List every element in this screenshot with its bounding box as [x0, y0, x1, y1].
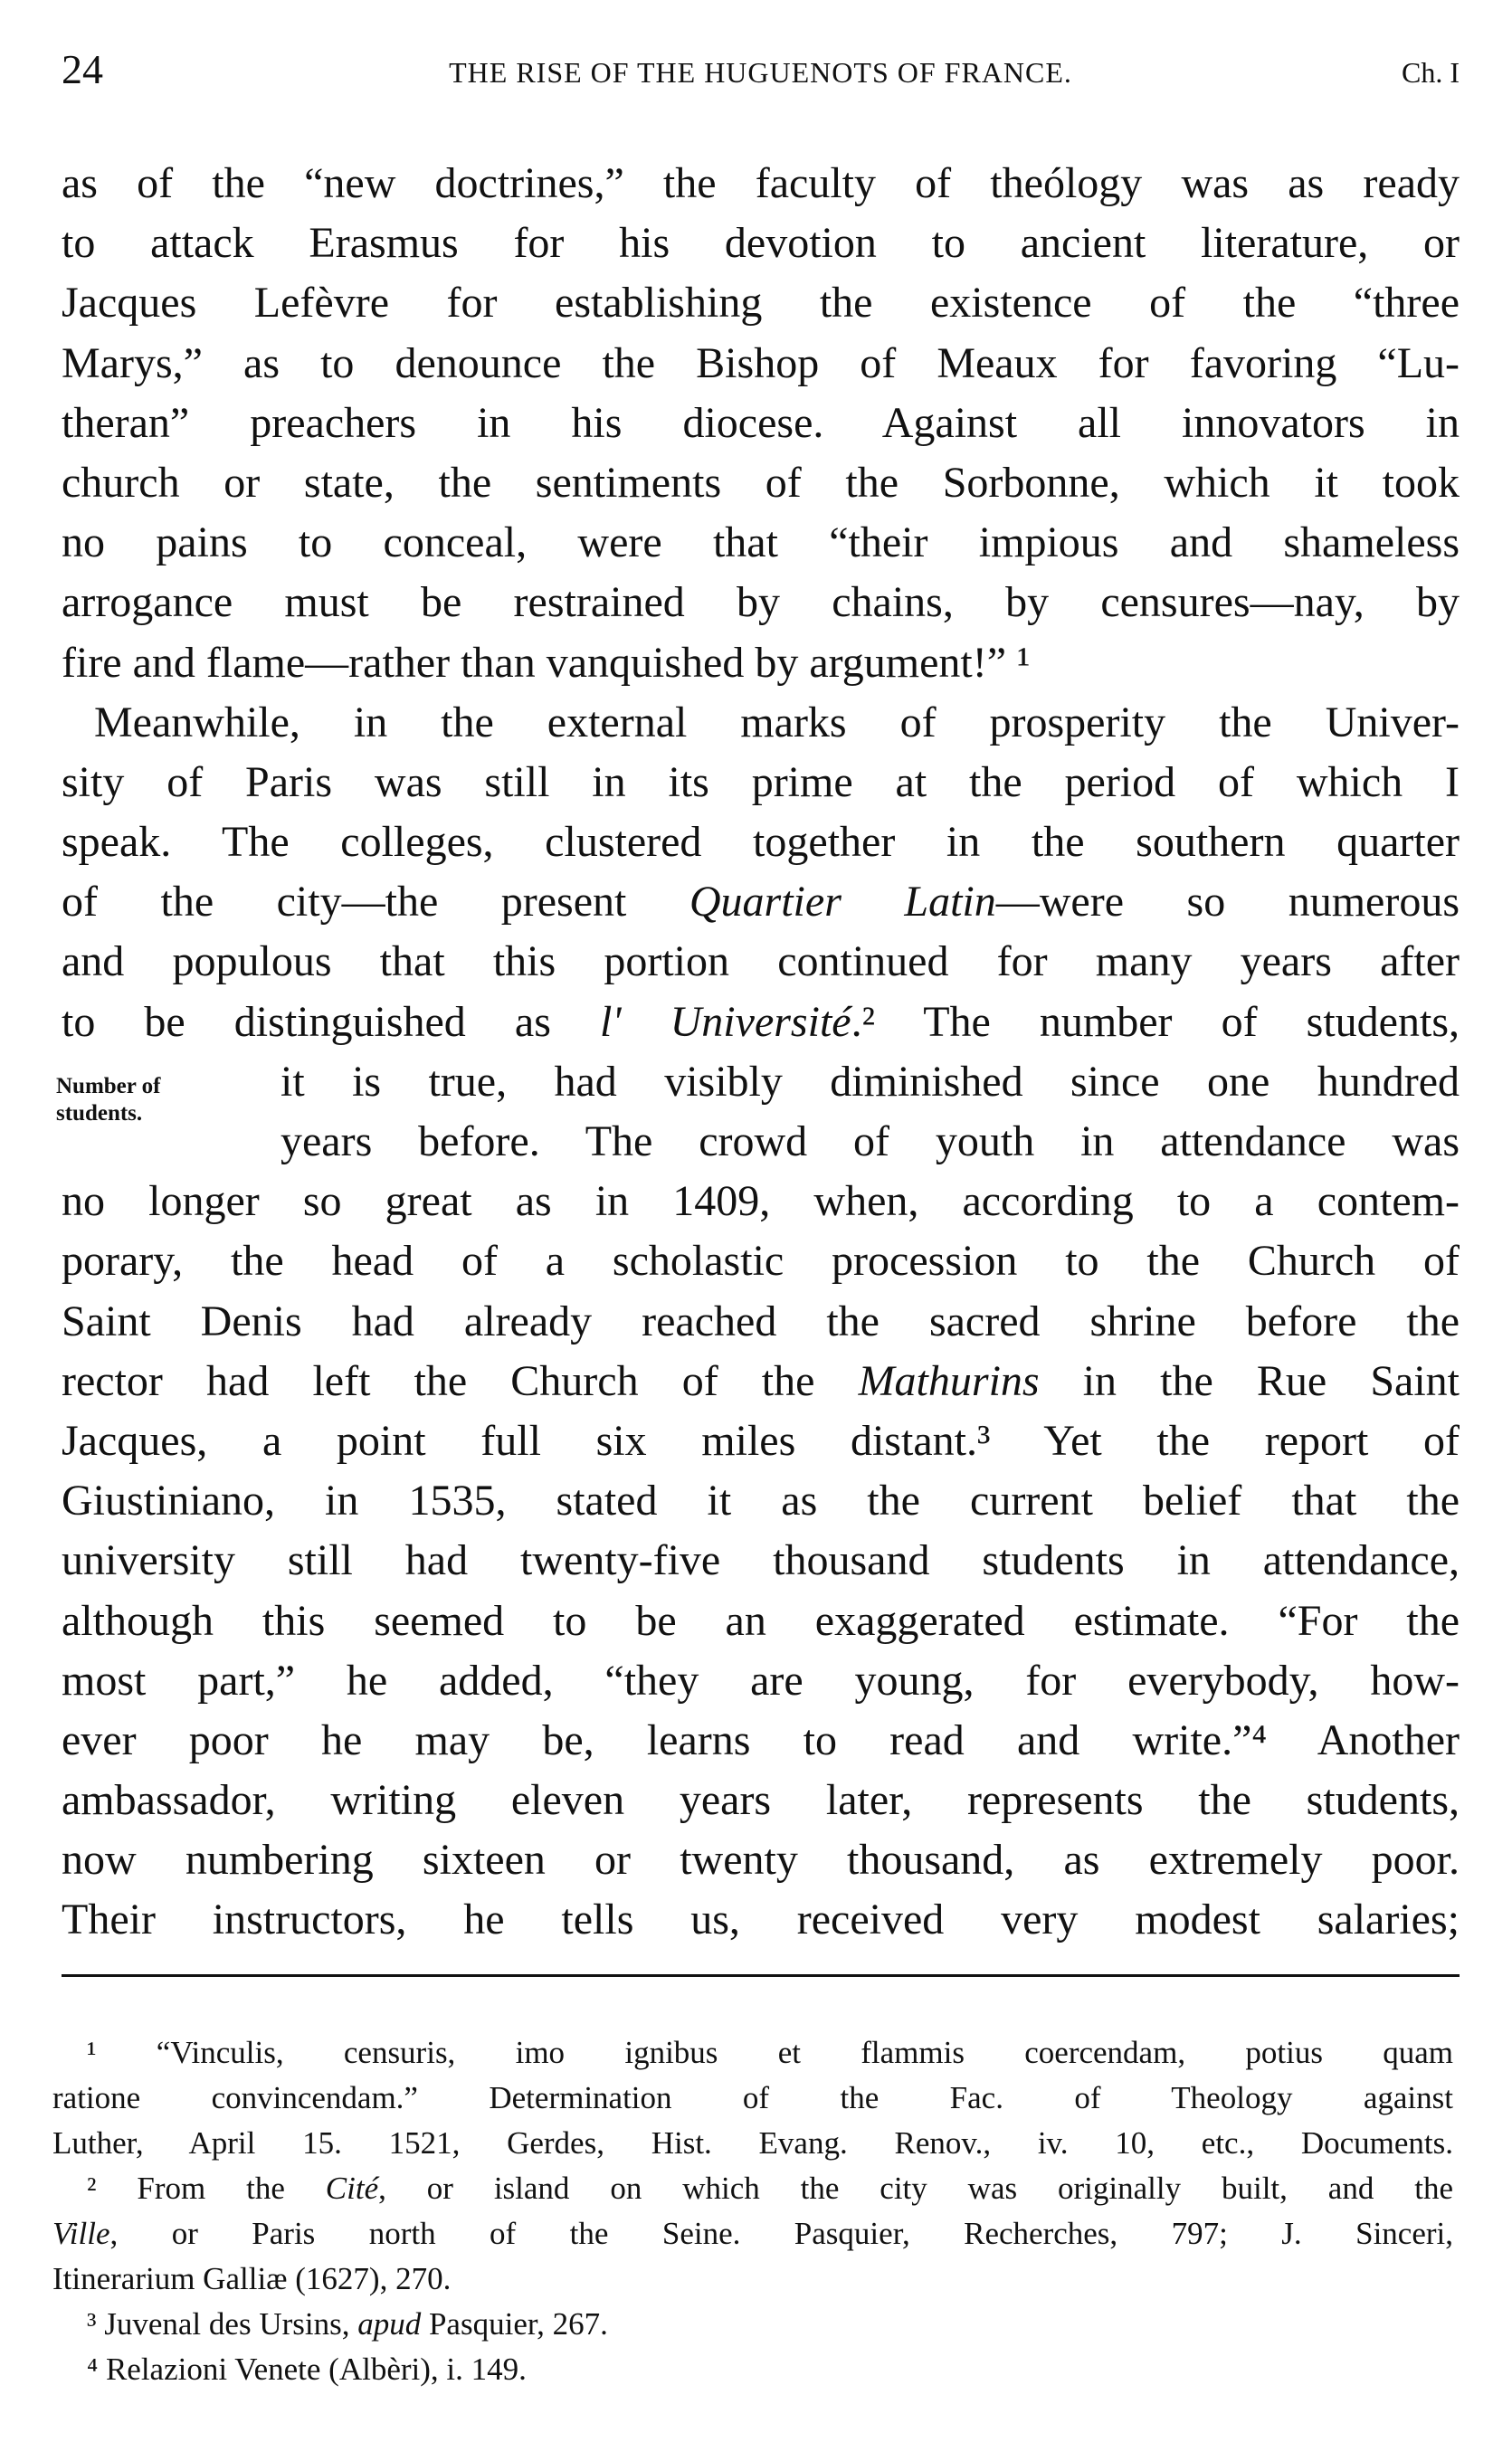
text-segment: ever poor he may be, learns to read and write.”⁴ Another	[62, 1715, 1460, 1764]
text-segment: Giustiniano, in 1535, stated it as the current belief that the	[62, 1477, 1460, 1525]
text-segment: most part,” he added, “they are young, for everybody, how-	[62, 1656, 1460, 1705]
text-segment: ³ Juvenal des Ursins,	[87, 2306, 358, 2342]
body-line	[62, 1352, 1460, 1411]
text-segment: Jacques, a point full six miles distant.³ Yet the report of	[62, 1416, 1460, 1465]
body-line	[62, 273, 1460, 333]
text-segment: now numbering sixteen or twenty thousand, as extremely poor.	[62, 1836, 1460, 1885]
italic-text: Ville	[52, 2216, 110, 2251]
text-segment: university still had twenty-five thousand students in attendance,	[62, 1536, 1460, 1585]
footnote-line	[52, 2302, 1453, 2347]
text-segment: and populous that this portion continued for many years after	[62, 937, 1460, 986]
text-segment: although this seemed to be an exaggerated estimate. “For the	[62, 1596, 1460, 1645]
footnote-line	[52, 2257, 1453, 2302]
body-line	[62, 334, 1460, 394]
body-line	[62, 633, 1460, 693]
text-segment: to be distinguished as	[62, 997, 600, 1046]
text-segment: ⁴ Relazioni Venete (Albèri), i. 149.	[87, 2352, 527, 2387]
footnote-rule	[62, 1974, 1460, 1977]
text-segment: arrogance must be restrained by chains, by censures—nay, by	[62, 578, 1460, 627]
body-line	[62, 214, 1460, 273]
body-line	[62, 1651, 1460, 1711]
text-segment: it is true, had visibly diminished since one hundred	[281, 1057, 1460, 1106]
text-segment: Marys,” as to denounce the Bishop of Meaux for favoring “Lu-	[62, 338, 1460, 387]
page-number: 24	[62, 46, 103, 92]
text-segment: ratione convincendam.” Determination of the Fac. of Theology against	[52, 2080, 1453, 2115]
text-segment: fire and flame—rather than vanquished by argument!” ¹	[62, 638, 1031, 687]
text-segment: to attack Erasmus for his devotion to ancient literature, or	[62, 219, 1460, 268]
body-line	[62, 1231, 1460, 1291]
body-line	[62, 453, 1460, 513]
italic-text: Cité	[325, 2171, 379, 2206]
text-segment: , or Paris north of the Seine. Pasquier, Recherches, 797; J. Sinceri,	[109, 2216, 1453, 2251]
footnote-line	[52, 2121, 1453, 2166]
footnote-line	[52, 2166, 1453, 2211]
body-line	[62, 1172, 1460, 1231]
text-segment: no pains to conceal, were that “their impious and shameless	[62, 518, 1460, 567]
footnote-line	[52, 2030, 1453, 2076]
text-segment: ¹ “Vinculis, censuris, imo ignibus et flammis coercendam, potius quam	[87, 2035, 1453, 2070]
running-title: THE RISE OF THE HUGUENOTS OF FRANCE.	[449, 56, 1072, 89]
body-line	[62, 1052, 1460, 1112]
italic-text: Quartier Latin	[689, 878, 996, 926]
text-segment: Meanwhile, in the external marks of prosperity the Univer-	[94, 698, 1460, 746]
margin-note-line: Number of	[56, 1074, 161, 1098]
body-line	[62, 812, 1460, 872]
body-line	[62, 753, 1460, 812]
text-segment: as of the “new doctrines,” the faculty of theólogy was as ready	[62, 159, 1460, 207]
footnote-line	[52, 2076, 1453, 2121]
text-segment: .² The number of students,	[851, 997, 1460, 1046]
body-line	[62, 1890, 1460, 1950]
text-segment: speak. The colleges, clustered together in the southern quarter	[62, 818, 1460, 867]
text-segment: sity of Paris was still in its prime at the period of which I	[62, 757, 1460, 806]
body-line	[62, 1711, 1460, 1771]
text-segment: no longer so great as in 1409, when, according to a contem-	[62, 1177, 1460, 1226]
text-segment: of the city—the present	[62, 878, 689, 926]
body-line	[62, 1592, 1460, 1651]
body-line	[62, 1411, 1460, 1471]
body-line	[62, 1830, 1460, 1890]
body-line	[62, 693, 1460, 753]
text-segment: Saint Denis had already reached the sacred shrine before the	[62, 1297, 1460, 1345]
footnote-line	[52, 2211, 1453, 2257]
italic-text: apud	[357, 2306, 422, 2342]
body-line	[62, 872, 1460, 932]
text-segment: —were so numerous	[995, 878, 1460, 926]
body-line	[62, 1292, 1460, 1352]
body-line	[62, 932, 1460, 992]
text-segment: ambassador, writing eleven years later, represents the students,	[62, 1776, 1460, 1825]
body-line	[62, 1471, 1460, 1531]
text-segment: in the Rue Saint	[1039, 1356, 1460, 1405]
text-segment: ² From the	[87, 2171, 326, 2206]
body-line	[62, 154, 1460, 214]
text-segment: , or island on which the city was originally built, and the	[378, 2171, 1453, 2206]
text-segment: rector had left the Church of the	[62, 1356, 859, 1405]
body-line	[62, 513, 1460, 573]
body-line	[62, 394, 1460, 453]
text-segment: Itinerarium Galliæ (1627), 270.	[52, 2261, 452, 2296]
running-header	[62, 46, 1460, 98]
footnote-line	[52, 2347, 1453, 2392]
text-segment: Their instructors, he tells us, received very modest salaries;	[62, 1896, 1460, 1944]
italic-text: l' Université	[599, 997, 851, 1046]
text-segment: years before. The crowd of youth in attendance was	[281, 1117, 1460, 1165]
text-segment: Jacques Lefèvre for establishing the existence of the “three	[62, 279, 1460, 328]
italic-text: Mathurins	[858, 1356, 1040, 1405]
body-line	[62, 993, 1460, 1052]
text-segment: Pasquier, 267.	[421, 2306, 608, 2342]
body-line	[62, 573, 1460, 632]
text-segment: theran” preachers in his diocese. Against all innovators in	[62, 398, 1460, 447]
text-segment: Luther, April 15. 1521, Gerdes, Hist. Evang. Renov., iv. 10, etc., Documents.	[52, 2125, 1453, 2161]
chapter-label: Ch. I	[1402, 56, 1460, 89]
margin-note-line: students.	[56, 1101, 143, 1126]
margin-note	[56, 1073, 161, 1127]
body-line	[62, 1112, 1460, 1172]
body-line	[62, 1771, 1460, 1830]
footnotes	[52, 2030, 1453, 2392]
text-segment: church or state, the sentiments of the Sorbonne, which it took	[62, 458, 1460, 507]
text-segment: porary, the head of a scholastic procession to the Church of	[62, 1237, 1460, 1286]
body-text	[62, 154, 1460, 1951]
body-line	[62, 1531, 1460, 1591]
